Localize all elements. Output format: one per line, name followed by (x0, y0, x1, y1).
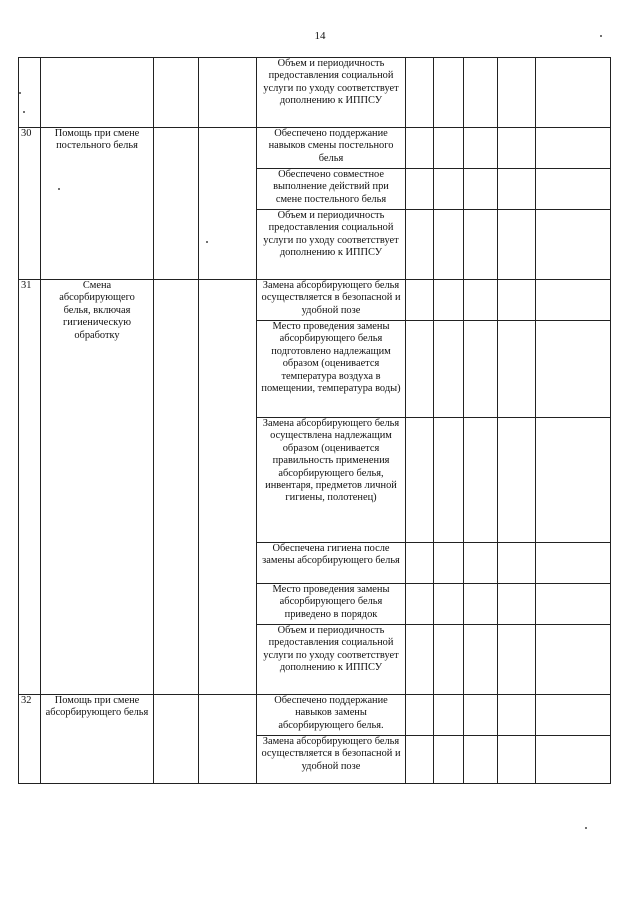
empty-cell (464, 625, 498, 695)
empty-cell (498, 128, 536, 169)
empty-cell (536, 736, 611, 784)
empty-cell (536, 128, 611, 169)
empty-cell (434, 418, 464, 543)
criterion-cell: Обеспечено совместное выполнение действий при смене постельного белья (257, 169, 406, 210)
empty-cell (536, 169, 611, 210)
empty-cell (498, 169, 536, 210)
empty-cell (199, 695, 257, 784)
empty-cell (498, 418, 536, 543)
empty-cell (536, 321, 611, 418)
empty-cell (536, 625, 611, 695)
empty-cell (434, 128, 464, 169)
criterion-cell: Место проведения замены абсорбирующего белья приведено в порядок (257, 584, 406, 625)
table-row (19, 58, 611, 128)
empty-cell (434, 169, 464, 210)
empty-cell (464, 695, 498, 736)
page-number: 14 (314, 30, 326, 42)
criterion-cell: Замена абсорбирующего белья осуществляется в безопасной и удобной позе (257, 280, 406, 321)
criterion-cell: Объем и периодичность предоставления социальной услуги по уходу соответствует дополнению к ИППСУ (257, 58, 406, 128)
row-number: 32 (19, 695, 41, 784)
empty-cell (434, 210, 464, 280)
empty-cell (498, 58, 536, 128)
scan-speck (585, 827, 587, 829)
scan-speck (23, 111, 25, 113)
empty-cell (536, 58, 611, 128)
table-row (19, 695, 611, 736)
empty-cell (434, 695, 464, 736)
empty-cell (406, 169, 434, 210)
empty-cell (406, 625, 434, 695)
criteria-table (18, 57, 611, 784)
criterion-cell: Обеспечено поддержание навыков замены абсорбирующего белья. (257, 695, 406, 736)
criterion-cell: Обеспечено поддержание навыков смены постельного белья (257, 128, 406, 169)
empty-cell (498, 543, 536, 584)
empty-cell (536, 695, 611, 736)
empty-cell (406, 280, 434, 321)
empty-cell (199, 58, 257, 128)
empty-cell (464, 169, 498, 210)
service-name (41, 58, 154, 128)
empty-cell (406, 210, 434, 280)
criterion-cell: Замена абсорбирующего белья осуществлена надлежащим образом (оценивается правильность применения абсорбирующего белья, инвентаря, предметов личной гигиены, полотенец) (257, 418, 406, 543)
row-number: 31 (19, 280, 41, 695)
empty-cell (498, 280, 536, 321)
service-name: Помощь при смене абсорбирующего белья (41, 695, 154, 784)
empty-cell (498, 584, 536, 625)
empty-cell (406, 695, 434, 736)
empty-cell (498, 210, 536, 280)
empty-cell (406, 418, 434, 543)
criterion-cell: Замена абсорбирующего белья осуществляется в безопасной и удобной позе (257, 736, 406, 784)
service-name: Помощь при смене постельного белья (41, 128, 154, 280)
empty-cell (498, 695, 536, 736)
criterion-cell: Обеспечена гигиена после замены абсорбирующего белья (257, 543, 406, 584)
empty-cell (406, 128, 434, 169)
empty-cell (536, 418, 611, 543)
criterion-cell: Объем и периодичность предоставления социальной услуги по уходу соответствует дополнению к ИППСУ (257, 210, 406, 280)
empty-cell (434, 584, 464, 625)
criterion-cell: Место проведения замены абсорбирующего белья подготовлено надлежащим образом (оценивается температура воздуха в помещении, температура воды) (257, 321, 406, 418)
empty-cell (406, 58, 434, 128)
empty-cell (154, 58, 199, 128)
empty-cell (498, 321, 536, 418)
empty-cell (154, 280, 199, 695)
empty-cell (434, 321, 464, 418)
row-number: 30 (19, 128, 41, 280)
scan-speck (58, 188, 60, 190)
empty-cell (498, 625, 536, 695)
empty-cell (199, 128, 257, 280)
table-row (19, 128, 611, 169)
empty-cell (434, 543, 464, 584)
empty-cell (536, 584, 611, 625)
scan-speck (600, 35, 602, 37)
criterion-cell: Объем и периодичность предоставления социальной услуги по уходу соответствует дополнению к ИППСУ (257, 625, 406, 695)
scan-speck (206, 241, 208, 243)
empty-cell (406, 543, 434, 584)
empty-cell (464, 58, 498, 128)
empty-cell (434, 625, 464, 695)
empty-cell (464, 128, 498, 169)
empty-cell (434, 58, 464, 128)
empty-cell (434, 736, 464, 784)
empty-cell (464, 543, 498, 584)
row-number (19, 58, 41, 128)
table-row (19, 280, 611, 321)
empty-cell (406, 584, 434, 625)
empty-cell (434, 280, 464, 321)
empty-cell (199, 280, 257, 695)
empty-cell (406, 321, 434, 418)
empty-cell (464, 584, 498, 625)
empty-cell (406, 736, 434, 784)
empty-cell (464, 321, 498, 418)
empty-cell (464, 210, 498, 280)
empty-cell (464, 736, 498, 784)
service-name: Смена абсорбирующего белья, включая гигиеническую обработку (41, 280, 154, 695)
empty-cell (536, 543, 611, 584)
empty-cell (464, 418, 498, 543)
scan-speck (19, 92, 21, 94)
empty-cell (154, 695, 199, 784)
empty-cell (536, 280, 611, 321)
empty-cell (536, 210, 611, 280)
empty-cell (154, 128, 199, 280)
empty-cell (498, 736, 536, 784)
empty-cell (464, 280, 498, 321)
